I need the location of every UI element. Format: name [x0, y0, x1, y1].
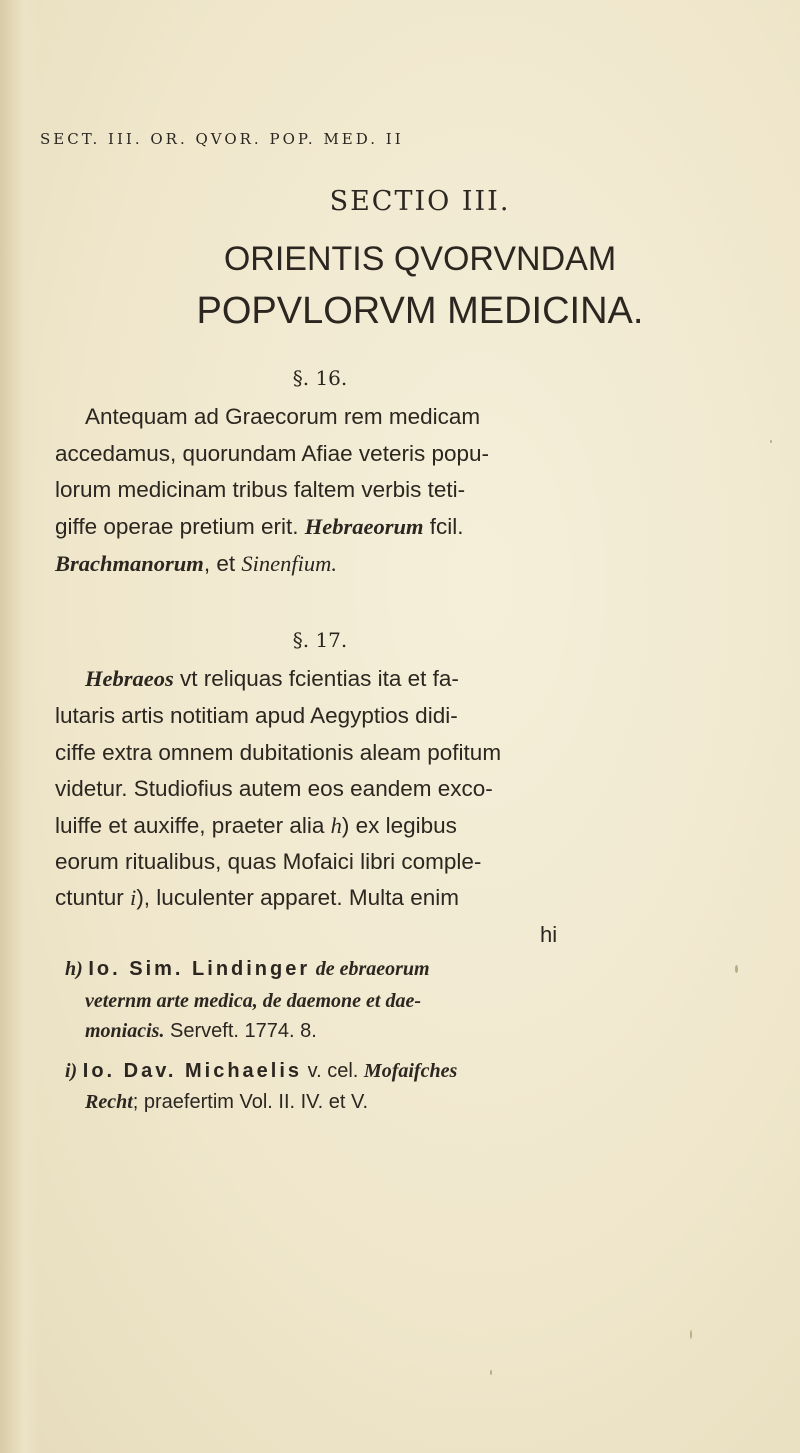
footnote-h-line-2: [85, 990, 615, 1013]
text-line: [85, 666, 605, 692]
text-span: fcil.: [423, 514, 464, 539]
footnote-title: moniacis.: [85, 1020, 165, 1042]
page-gutter-shadow: [0, 0, 40, 1453]
footnote-h-line-3: [85, 1020, 615, 1043]
paper-speck: [690, 1330, 692, 1339]
footnote-author: Io. Sim. Lindinger: [88, 958, 311, 980]
paragraph-mark-16: §. 16.: [292, 366, 348, 390]
footnote-label-i: i): [65, 1060, 78, 1082]
footnote-imprint: Serveft. 1774. 8.: [164, 1020, 317, 1042]
footnote-title: de ebraeorum: [315, 958, 430, 980]
paper-speck: [735, 965, 738, 973]
paper-speck: [490, 1370, 492, 1375]
chapter-title-line-1: ORIENTIS QVORVNDAM: [223, 240, 617, 278]
italic-term: Brachmanorum: [55, 551, 204, 576]
text-line: videtur. Studiofius autem eos eandem exco-: [55, 776, 493, 801]
text-line: eorum ritualibus, quas Mofaici libri comple-: [55, 849, 482, 874]
footnote-title: Recht: [85, 1091, 133, 1113]
text-span: , et: [203, 551, 242, 576]
footnote-title: veternm arte medica, de daemone et dae-: [85, 990, 422, 1012]
footnote-ref-h[interactable]: h: [330, 813, 342, 838]
text-line: [55, 514, 575, 540]
footnote-i-line-2: [85, 1091, 615, 1114]
text-span: giffe operae pretium erit.: [55, 514, 305, 539]
text-line: Antequam ad Graecorum rem medicam: [85, 404, 481, 429]
text-span: luiffe et auxiffe, praeter alia: [55, 813, 331, 838]
text-line: accedamus, quorundam Afiae veteris popu-: [55, 441, 490, 466]
text-span: ; praefertim Vol. II. IV. et V.: [132, 1091, 369, 1113]
italic-term: Hebraeos: [85, 666, 174, 691]
footnote-ref-i[interactable]: i: [130, 885, 137, 910]
footnote-author: Io. Dav. Michaelis: [82, 1060, 303, 1082]
section-heading: SECTIO III.: [329, 186, 511, 217]
paragraph-mark-17: §. 17.: [292, 628, 348, 652]
text-span: ) ex legibus: [341, 813, 457, 838]
text-line: lorum medicinam tribus faltem verbis teti-: [55, 477, 466, 502]
chapter-title-line-2: POPVLORVM MEDICINA.: [196, 290, 644, 332]
text-line: ciffe extra omnem dubitationis aleam pofitum: [55, 740, 502, 765]
text-span: ctuntur: [55, 885, 131, 910]
text-span: ), luculenter apparet. Multa enim: [136, 885, 459, 910]
text-line: lutaris artis notitiam apud Aegyptios didi-: [55, 703, 458, 728]
text-line: [55, 551, 575, 577]
footnote-title: Mofaifches: [363, 1060, 458, 1082]
text-line: [55, 885, 575, 911]
footnote-label-h: h): [65, 958, 83, 980]
text-line: [55, 813, 575, 839]
footnote-i-line-1: [65, 1060, 595, 1083]
paper-speck: [770, 440, 772, 443]
italic-term: Hebraeorum: [304, 514, 424, 539]
catchword: hi: [540, 922, 558, 947]
text-span: vt reliquas fcientias ita et fa-: [173, 666, 459, 691]
italic-term: Sinenfium.: [241, 551, 337, 576]
running-head: SECT. III. OR. QVOR. POP. MED. II: [40, 130, 404, 148]
text-span: v. cel.: [302, 1060, 364, 1082]
footnote-h-line-1: [65, 958, 595, 981]
